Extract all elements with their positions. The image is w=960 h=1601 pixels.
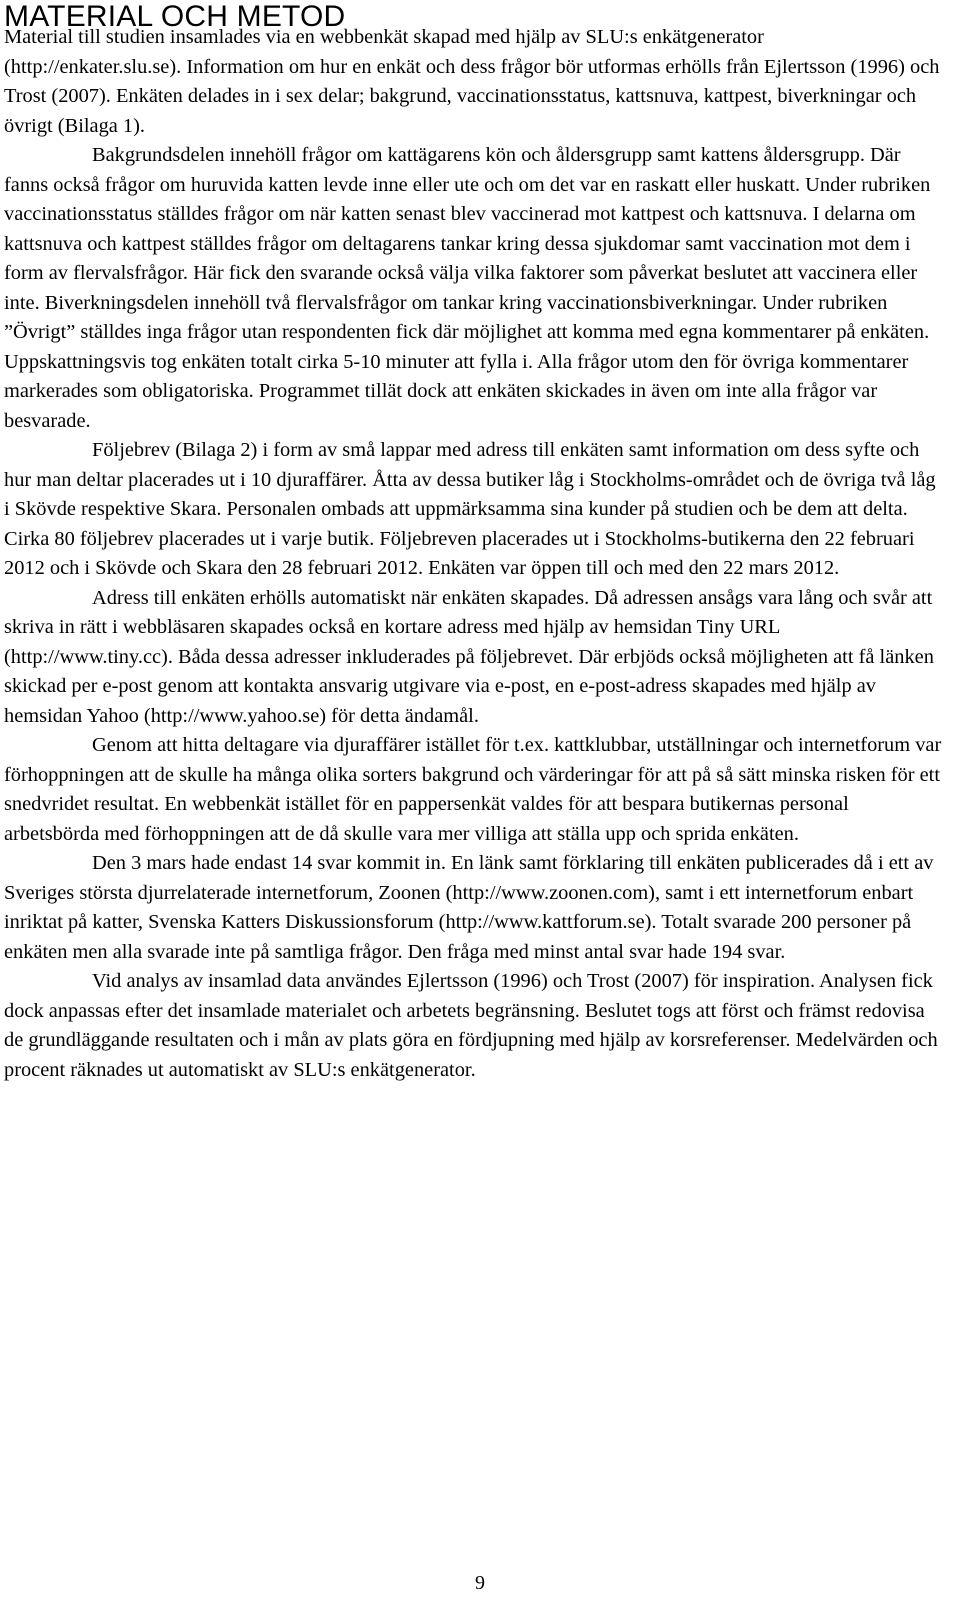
page-number: 9 [475,1572,485,1594]
paragraph-background: Bakgrundsdelen innehöll frågor om kattägarens kön och åldersgrupp samt kattens åldersgrupp. Där fanns också frågor om huruvida katten levde inne eller ute och om det var en raskatt eller huskatt. Under rubriken vaccinationsstatus ställdes frågor om när katten senast blev vaccinerad mot kattpest och kattsnuva. I delarna om kattsnuva och kattpest ställdes frågor om deltagarens tankar kring dessa sjukdomar samt vaccination mot dem i form av flervalsfrågor. Här fick den svarande också välja vilka faktorer som påverkat beslutet att vaccinera eller inte. Biverkningsdelen innehöll två flervalsfrågor om tankar kring vaccinationsbiverkningar. Under rubriken ”Övrigt” ställdes inga frågor utan respondenten fick där möjlighet att komma med egna kommentarer på enkäten. Uppskattningsvis tog enkäten totalt cirka 5-10 minuter att fylla i. Alla frågor utom den för övriga kommentarer markerades som obligatoriska. Programmet tillät dock att enkäten skickades in även om inte alla frågor var besvarade. [4,144,931,432]
paragraph-participants: Genom att hitta deltagare via djuraffärer istället för t.ex. kattklubbar, utställningar och internetforum var förhoppningen att de skulle ha många olika sorters bakgrund och värderingar för att på så sätt minska risken för ett snedvridet resultat. En webbenkät istället för en pappersenkät valdes för att bespara butikernas personal arbetsbörda med förhoppningen att de då skulle vara mer villiga att ställa upp och sprida enkäten. [4,734,942,845]
paragraph-cover-letter: Följebrev (Bilaga 2) i form av små lappar med adress till enkäten samt information om dess syfte och hur man deltar placerades ut i 10 djuraffärer. Åtta av dessa butiker låg i Stockholms-området och de övriga två låg i Skövde respektive Skara. Personalen ombads att uppmärksamma sina kunder på studien och be dem att delta. Cirka 80 följebrev placerades ut i varje butik. Följebreven placerades ut i Stockholms-butikerna den 22 februari 2012 och i Skövde och Skara den 28 februari 2012. Enkäten var öppen till och med den 22 mars 2012. [4,439,936,579]
paragraph-analysis: Vid analys av insamlad data användes Ejlertsson (1996) och Trost (2007) för inspiration. Analysen fick dock anpassas efter det insamlade materialet och arbetets begränsning. Beslutet togs att först och främst redovisa de grundläggande resultaten och i mån av plats göra en fördjupning med hjälp av korsreferenser. Medelvärden och procent räknades ut automatiskt av SLU:s enkätgenerator. [4,970,938,1081]
body-text [4,23,942,1085]
paragraph-material: Material till studien insamlades via en webbenkät skapad med hjälp av SLU:s enkätgenerator (http://enkater.slu.se). Information om hur en enkät och dess frågor bör utformas erhölls från Ejlertsson (1996) och Trost (2007). Enkäten delades in i sex delar; bakgrund, vaccinationsstatus, kattsnuva, kattpest, biverkningar och övrigt (Bilaga 1). [4,26,940,137]
paragraph-address: Adress till enkäten erhölls automatiskt när enkäten skapades. Då adressen ansågs vara lång och svår att skriva in rätt i webbläsaren skapades också en kortare adress med hjälp av hemsidan Tiny URL (http://www.tiny.cc). Båda dessa adresser inkluderades på följebrevet. Där erbjöds också möjligheten att få länken skickad per e-post genom att kontakta ansvarig utgivare via e-post, en e-post-adress skapades med hjälp av hemsidan Yahoo (http://www.yahoo.se) för detta ändamål. [4,586,934,727]
paragraph-responses: Den 3 mars hade endast 14 svar kommit in. En länk samt förklaring till enkäten publicerades då i ett av Sveriges största djurrelaterade internetforum, Zoonen (http://www.zoonen.com), samt i ett internetforum enbart inriktat på katter, Svenska Katters Diskussionsforum (http://www.kattforum.se). Totalt svarade 200 personer på enkäten men alla svarade inte på samtliga frågor. Den fråga med minst antal svar hade 194 svar. [4,852,934,963]
section-heading: MATERIAL OCH METOD [4,0,346,33]
